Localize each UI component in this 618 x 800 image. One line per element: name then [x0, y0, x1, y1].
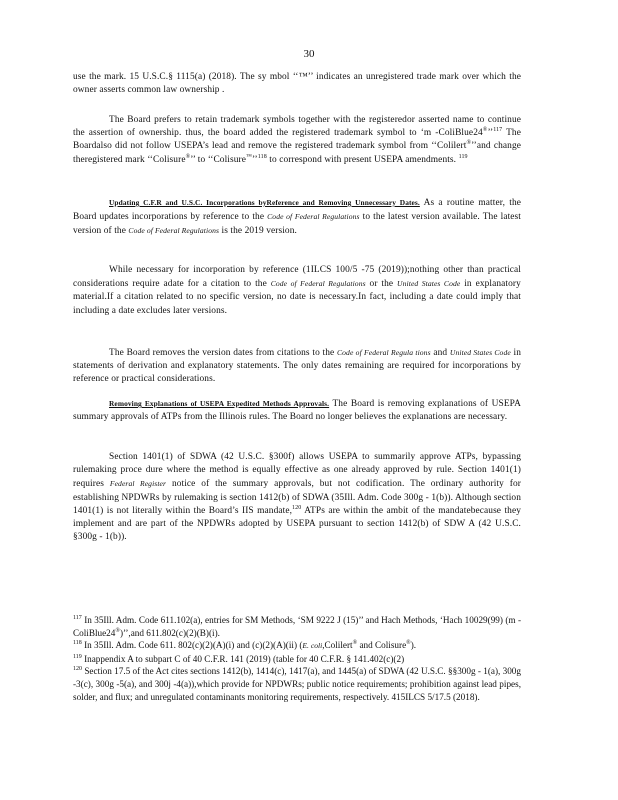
- superscript: ®: [352, 640, 358, 647]
- footnote-number: 120: [73, 666, 82, 673]
- superscript: ®: [115, 627, 120, 634]
- section-heading: Updating C.F.R and U.S.C. Incorporations byReference and Removing Unnecessary Dates.: [109, 198, 420, 207]
- superscript: ™: [246, 153, 252, 160]
- footnote-ref-118: 118: [257, 153, 267, 160]
- text-run: or the: [369, 279, 394, 290]
- paragraph-text: use the mark. 15 U.S.C.§ 1115(a) (2018). The sy mbol ‘‘™’’ indicates an unregistered trade mark over which the owner asserts common law ownership .: [73, 72, 521, 96]
- footnote-number: 117: [73, 614, 82, 621]
- footnote-118: [73, 639, 521, 653]
- paragraph-section-1401: [73, 451, 521, 544]
- footnote-text: ).: [410, 640, 417, 651]
- footnotes: [73, 614, 521, 703]
- footnote-text: Section 17.5 of the Act cites sections 1412(b), 1414(c), 1417(a), and 1445(a) of SDWA (42 U.S.C. §§300g - 1(a), 300g -3(c), 300g -5(a), and 300j -4(a)),which provide for NPDWRs; public notice requirements; prohibition against lead pipes, solder, and flux; and unregulated contaminants monitoring requirements, respectively. 415ILCS 5/17.5 (2018).: [73, 666, 521, 702]
- text-run: ATPs are within the ambit of the mandatebecause they implement and are part of the NPDWRs adopted by USEPA pursuant to section 1412(b) of SDW A (42 U.S.C. §300g - 1(b)).: [73, 505, 521, 543]
- superscript: ®: [406, 640, 411, 647]
- footnote-120: [73, 665, 521, 703]
- footnote-number: 118: [73, 640, 82, 647]
- text-run: ’’: [487, 128, 494, 139]
- paragraph-trademark-symbols: [73, 114, 521, 167]
- text-run: ’’and change theregistered mark ‘‘Colisure: [73, 141, 521, 165]
- italic-citation: Federal Register: [109, 479, 167, 489]
- footnote-text: )’’,and 611.802(c)(2)(B)(i).: [119, 627, 220, 638]
- italic-citation: United States Code: [397, 279, 461, 289]
- footnote-117: [73, 614, 521, 639]
- italic-term: E. coli: [302, 641, 323, 651]
- footnote-text: and Colisure: [359, 640, 407, 651]
- text-run: While necessary for incorporation by reference (1ILCS 100/5 -75 (2019));nothing other than practical considerations require adate for a citation to the: [73, 265, 521, 290]
- text-run: ’’: [252, 154, 258, 165]
- text-run: As a routine matter, the Board updates incorporations by reference to the: [73, 198, 521, 223]
- text-run: to the latest version available. The latest version of the: [73, 212, 522, 237]
- italic-citation: Code of Federal Regulations: [270, 279, 366, 289]
- text-run: notice of the summary approvals, but not codification. The ordinary authority for establishing NPDWRs by rulemaking is section 1412(b) of SDWA (35Ill. Adm. Code 300g - 1(b)). Although section 1401(1) is not literally within the Board’s IIS mandate,: [73, 479, 521, 516]
- paragraph-date-necessity: [73, 264, 521, 318]
- italic-citation: Code of Federal Regulations: [267, 212, 360, 222]
- paragraph-trademark-intro: [73, 71, 521, 97]
- text-run: and: [433, 348, 448, 358]
- text-run: is the 2019 version.: [221, 226, 297, 237]
- text-run: in statements of derivation and explanatory statements. The only dates remaining are required for incorporations by reference or practical considerations.: [73, 348, 522, 385]
- paragraph-removing-explanations: [73, 397, 521, 424]
- footnote-ref-119: 119: [458, 153, 468, 160]
- text-run: Section 1401(1) of SDWA (42 U.S.C. §300f) allows USEPA to summarily approve ATPs, bypassing rulemaking proce dure where the method is equally effective as one already approved by rule. Section 1401(1) requires: [73, 452, 521, 490]
- footnote-number: 119: [73, 653, 82, 660]
- text-run: The Board is removing explanations of USEPA summary approvals of ATPs from the Illinois rules. The Board no longer believes the explanations are necessary.: [73, 399, 522, 423]
- footnote-text: ,Colilert: [322, 640, 353, 651]
- text-run: to correspond with present USEPA amendments.: [269, 154, 457, 165]
- text-run: in explanatory material.If a citation related to no specific version, no date is necessary.In fact, including a date could imply that including a date excludes later versions.: [73, 279, 521, 316]
- paragraph-updating-incorporations: [73, 196, 521, 239]
- italic-citation: United States Code: [449, 348, 511, 357]
- text-run: ’’ to ‘‘Colisure: [190, 154, 247, 165]
- text-run: The Boardalso did not follow USEPA’s lead and remove the registered trademark symbol from ‘‘Colilert: [73, 128, 521, 152]
- section-heading: Removing Explanations of USEPA Expedited Methods Approvals.: [109, 399, 330, 408]
- paragraph-version-dates: [73, 346, 521, 387]
- footnote-119: [73, 653, 521, 666]
- text-run: The Board prefers to retain trademark symbols together with the registeredor asserted name to continue the assertion of ownership. thus, the board added the registered trademark symbol to ‘m -ColiBlue24: [73, 115, 521, 139]
- page-number: 30: [303, 48, 315, 60]
- italic-citation: Code of Federal Regula tions: [337, 348, 431, 357]
- footnote-ref-117: 117: [493, 127, 503, 134]
- superscript: ®: [466, 140, 472, 147]
- footnote-ref-120: 120: [292, 504, 302, 511]
- footnote-text: Inappendix A to subpart C of 40 C.F.R. 141 (2019) (table for 40 C.F.R. § 141.402(c)(2): [84, 653, 405, 664]
- footnote-text: In 35Ill. Adm. Code 611. 802(c)(2)(A)(i) and (c)(2)(A)(ii) (: [84, 640, 303, 651]
- superscript: ®: [185, 153, 191, 160]
- text-run: The Board removes the version dates from citations to the: [109, 348, 335, 358]
- italic-citation: Code of Federal Regulations: [128, 226, 220, 236]
- superscript: ®: [482, 127, 488, 134]
- footnote-text: In 35Ill. Adm. Code 611.102(a), entries for SM Methods, ‘SM 9222 J (15)’’ and Hach Methods, ‘Hach 10029(99) (m - ColiBlue24: [73, 615, 521, 638]
